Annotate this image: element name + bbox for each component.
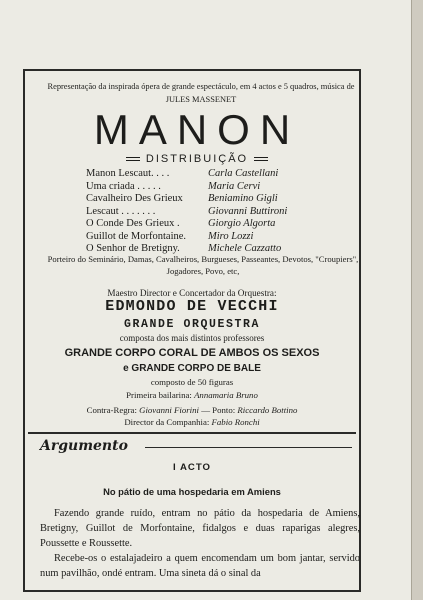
scene-heading: No pátio de uma hospedaria em Amiens <box>103 486 281 497</box>
cast-list <box>86 168 346 256</box>
prompter-label: — Ponto: <box>201 405 236 415</box>
synopsis-paragraph: Fazendo grande ruído, entram no pátio da hospedaria de Amiens, Bretigny, Guillot de Morfontaine, fidalgos e duas raparigas alegres, Poussette e Roussette. <box>40 508 360 549</box>
maestro-label: Maestro Director e Concertador da Orquestra: <box>107 288 277 298</box>
cast-singer: Michele Cazzatto <box>208 243 282 254</box>
cast-row <box>86 206 346 219</box>
section-divider <box>28 432 356 434</box>
cast-role: Lescaut . . . . . . . <box>86 205 156 217</box>
synopsis-paragraph: Recebe-os o estalajadeiro a quem encomendam um bom jantar, servido num pavilhão, ondé entram. Uma sineta dá o sinal da <box>40 553 360 579</box>
stage-crew-line <box>24 404 360 416</box>
cast-singer: Giorgio Algorta <box>208 218 276 229</box>
next-page-edge <box>411 0 423 600</box>
intro-text: Representação da inspirada ópera de grande espectáculo, em 4 actos e 5 quadros, música de JULES MASSENET <box>47 82 355 104</box>
argumento-rule <box>145 447 352 448</box>
cast-singer: Miro Lozzi <box>208 230 254 242</box>
ornament-dash-left <box>126 157 140 161</box>
distribution-heading-text: DISTRIBUIÇÃO <box>145 153 249 165</box>
conductor-name: EDMONDO DE VECCHI <box>105 298 279 315</box>
director-label: Director da Companhia: <box>124 417 210 427</box>
cast-singer: Giovanni Buttironi <box>208 205 288 217</box>
cast-row <box>86 218 346 231</box>
argumento-heading: Argumento <box>40 438 128 454</box>
cast-row <box>86 231 346 244</box>
cast-row <box>86 181 346 194</box>
cast-singer: Maria Cervi <box>208 180 261 192</box>
ballerina-name: Annamaria Bruno <box>194 390 258 400</box>
cast-role: O Senhor de Bretigny. <box>86 243 180 254</box>
cast-role: Uma criada . . . . . <box>86 180 161 192</box>
orchestra-heading: GRANDE ORQUESTRA <box>123 318 261 331</box>
ballerina-label: Primeira bailarina: <box>126 390 192 400</box>
cast-singer: Beniamino Gigli <box>208 193 278 204</box>
extras-list: Porteiro do Seminário, Damas, Cavalheiros, Burgueses, Passeantes, Devotos, "Croupiers", Jogadores, Povo, etc, <box>47 254 359 276</box>
cast-singer: Carla Castellani <box>208 168 279 179</box>
cast-role: O Conde Des Grieux . <box>86 218 180 229</box>
stage-manager-name: Giovanni Fiorini <box>139 405 199 415</box>
choir-heading: GRANDE CORPO CORAL DE AMBOS OS SEXOS <box>64 347 320 359</box>
cast-row <box>86 193 346 206</box>
prima-ballerina <box>24 390 360 400</box>
cast-role: Manon Lescaut. . . . <box>86 168 170 179</box>
cast-row <box>86 168 346 181</box>
orchestra-note: composta dos mais distintos professores <box>119 333 265 343</box>
opera-title: MANON <box>93 106 301 153</box>
cast-role: Cavalheiro Des Grieux <box>86 193 183 204</box>
stage-manager-label: Contra-Regra: <box>86 405 137 415</box>
cast-role: Guillot de Morfontaine. <box>86 230 187 242</box>
act-heading: I ACTO <box>173 462 211 473</box>
director-name: Fabio Ronchi <box>211 417 260 427</box>
ballet-heading: e GRANDE CORPO DE BALE <box>123 363 261 374</box>
company-director-line <box>24 416 360 428</box>
distribution-heading <box>20 153 374 165</box>
prompter-name: Riccardo Bottino <box>237 405 298 415</box>
ornament-dash-right <box>254 157 268 161</box>
ballet-note: composto de 50 figuras <box>150 377 234 387</box>
